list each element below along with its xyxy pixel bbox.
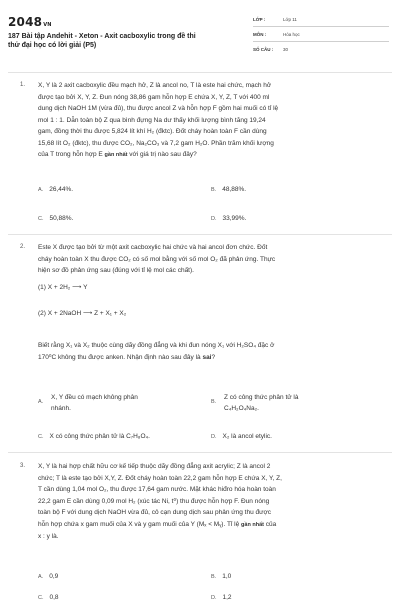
document-title: 187 Bài tập Andehit - Xeton - Axit cacboxylic trong đề thi thử đại học có lời giải (P5) (8, 33, 196, 49)
option-d[interactable]: D. X₂ là ancol etylic. (211, 433, 272, 440)
question-number: 3. (20, 463, 26, 469)
question-number: 2. (20, 244, 26, 250)
question-text: Este X được tạo bởi từ một axit cacboxylic hai chức và hai ancol đơn chức. Đốt cháy hoàn toàn X thu được CO₂ có số mol bằng với số mol O₂ đã phản ứng. Thực hiện sơ đồ phản ứng sau (đúng với tỉ lệ mol các chất). (38, 244, 276, 274)
option-b[interactable]: B. Z có công thức phân tử là C₄H₂O₄Na₂. (211, 394, 299, 412)
option-c[interactable]: C. 50,88%. (38, 215, 74, 222)
divider (8, 234, 392, 235)
option-a[interactable]: A. 26,44%. (38, 186, 74, 193)
site-logo[interactable]: 2048VN (8, 15, 52, 29)
meta-subject: MÔN : Hóa học (253, 28, 389, 42)
option-d[interactable]: D. 33,99%. (211, 215, 247, 222)
option-b[interactable]: B. 48,88%. (211, 186, 247, 193)
option-b[interactable]: B. 1,0 (211, 573, 232, 580)
option-d[interactable]: D. 1,2 (211, 594, 232, 600)
question-text: X, Y là 2 axit cacboxylic đều mạch hở, Z là ancol no, T là este hai chức, mạch hở được tạo bởi X, Y, Z. Đun nóng 38,86 gam hỗn hợp E chứa X, Y, Z, T với 400 ml dung dịch NaOH 1M (vừa đủ), thu được ancol Z và hỗn hợp F gồm hai muối có tỉ lệ mol 1 : 1. Dẫn toàn bộ Z qua bình đựng Na dư thấy khối lượng bình tăng 19,24 gam, đồng thời thu được 5,824 lít khí H₂ (đktc). Đốt cháy hoàn toàn F cần dùng 15,68 lít O₂ (đktc), thu được CO₂, Na₂CO₃ và 7,2 gam H₂O. Phần trăm khối lượng của T trong hỗn hợp E gần nhất với giá trị nào sau đây? (38, 82, 279, 158)
option-a[interactable]: A. 0,9 (38, 573, 59, 580)
reaction-1: (1) X + 2H₂ ⟶ Y (38, 284, 88, 291)
meta-grade: LỚP : Lớp 11 (253, 13, 389, 27)
option-c[interactable]: C. 0,8 (38, 594, 59, 600)
option-c[interactable]: C. X có công thức phân tử là C₇H₈O₄. (38, 433, 150, 440)
divider (8, 72, 392, 73)
page-header (0, 0, 400, 62)
option-a[interactable]: A. X, Y đều có mạch không phân nhánh. (38, 394, 138, 412)
meta-question-count: SỐ CÂU : 30 (253, 47, 289, 52)
question-text: X, Y là hai hợp chất hữu cơ kế tiếp thuộc dãy đồng đẳng axit acrylic; Z là ancol 2 chức; T là este tạo bởi X,Y, Z. Đốt cháy hoàn toàn 22,2 gam hỗn hợp E chứa X, Y, Z, T cần dùng 1,04 mol O₂, thu được 17,64 gam nước. Mặt khác hiđro hóa hoàn toàn 22,2 gam E cần dùng 0,09 mol H₂ (xúc tác Ni, t⁰) thu được hỗn hợp F. Đun nóng toàn bộ F với dung dịch NaOH vừa đủ, cô cạn dung dịch sau phản ứng thu được hỗn hợp chứa x gam muối của X và y gam muối của Y (Mₓ < Mᵧ). Tỉ lệ gần nhất của x : y là. (38, 463, 282, 540)
question-note: Biết rằng X₁ và X₂ thuộc cùng dãy đồng đẳng và khi đun nóng X₁ với H₂SO₄ đặc ở 170⁰C không thu được anken. Nhận định nào sau đây là sai? (38, 342, 275, 361)
reaction-2: (2) X + 2NaOH ⟶ Z + X₁ + X₂ (38, 310, 127, 317)
divider (8, 452, 392, 453)
question-number: 1. (20, 82, 26, 88)
